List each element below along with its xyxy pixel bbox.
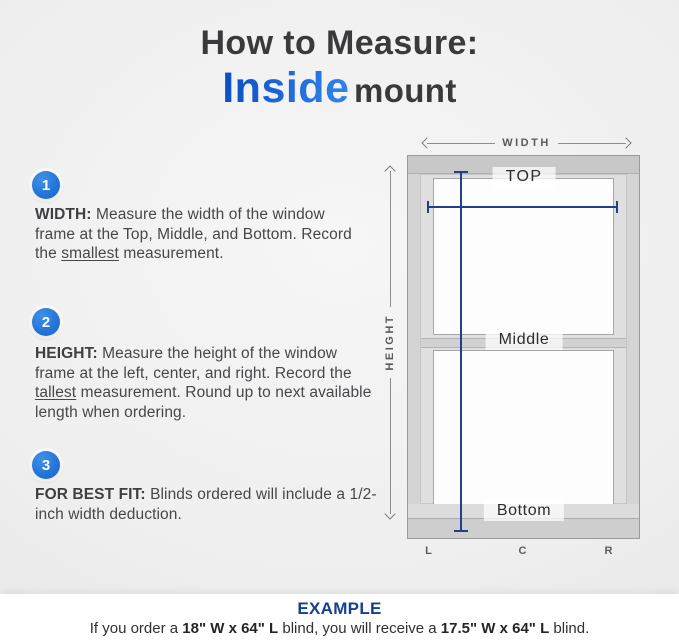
- window-sill-outer: [408, 518, 639, 538]
- example-part-3: blind.: [549, 620, 590, 637]
- step-2-underlined-word: tallest: [35, 384, 77, 401]
- example-footer: [0, 594, 679, 642]
- step-1-lead: WIDTH:: [35, 206, 92, 223]
- measure-cap: [616, 201, 618, 213]
- step-2-badge: 2: [32, 308, 60, 336]
- label-bottom: Bottom: [484, 501, 564, 521]
- height-measure-line: [460, 171, 462, 532]
- step-3-text: [35, 485, 377, 524]
- arrow-down-icon: [384, 508, 395, 519]
- step-3-lead: FOR BEST FIT:: [35, 486, 146, 503]
- measure-cap: [427, 201, 429, 213]
- step-2-body-end: measurement. Round up to next available length when ordering.: [35, 384, 372, 421]
- example-part-2: blind, you will receive a: [278, 620, 441, 637]
- height-arrow-line: [390, 171, 391, 307]
- arrow-right-icon: [620, 137, 631, 148]
- marker-left: L: [425, 545, 433, 557]
- example-heading: EXAMPLE: [297, 599, 382, 618]
- width-measure-line: [427, 206, 618, 208]
- height-measure-arrow: [382, 167, 398, 518]
- width-arrow-line: [558, 143, 626, 144]
- step-2-text: [35, 344, 377, 422]
- example-ordered-size: 18" W x 64" L: [182, 620, 279, 637]
- title-line-2: [0, 64, 679, 113]
- step-1-text: [35, 205, 365, 264]
- arrow-left-icon: [421, 137, 432, 148]
- title-suffix-mount: mount: [353, 72, 457, 109]
- example-part-1: If you order a: [89, 620, 183, 637]
- width-arrow-line: [427, 143, 495, 144]
- marker-center: C: [518, 545, 528, 557]
- marker-right: R: [604, 545, 614, 557]
- width-measure-arrow: [423, 136, 630, 150]
- arrow-up-icon: [384, 165, 395, 176]
- title-highlight-inside: Inside: [222, 64, 350, 112]
- measure-cap: [454, 171, 468, 173]
- label-middle: Middle: [486, 330, 563, 350]
- step-1-underlined-word: smallest: [61, 245, 119, 262]
- width-arrow-label: WIDTH: [502, 137, 551, 149]
- example-received-size: 17.5" W x 64" L: [440, 620, 550, 637]
- step-1-badge: 1: [32, 171, 60, 199]
- example-sentence: [0, 620, 679, 637]
- step-3-badge: 3: [32, 451, 60, 479]
- page-title: [0, 24, 679, 113]
- step-2-body: Measure the height of the window frame at the left, center, and right. Record the: [35, 345, 352, 382]
- step-2-lead: HEIGHT:: [35, 345, 98, 362]
- height-arrow-line: [390, 378, 391, 514]
- height-arrow-label: HEIGHT: [384, 314, 396, 371]
- title-line-1: How to Measure:: [200, 24, 479, 62]
- step-1-body-end: measurement.: [118, 245, 224, 262]
- step-1-body: Measure the width of the window frame at the Top, Middle, and Bottom. Record the: [35, 206, 352, 262]
- label-top: TOP: [493, 167, 556, 187]
- step-3-body: Blinds ordered will include a 1/2-inch width deduction.: [35, 486, 377, 523]
- measure-cap: [454, 530, 468, 532]
